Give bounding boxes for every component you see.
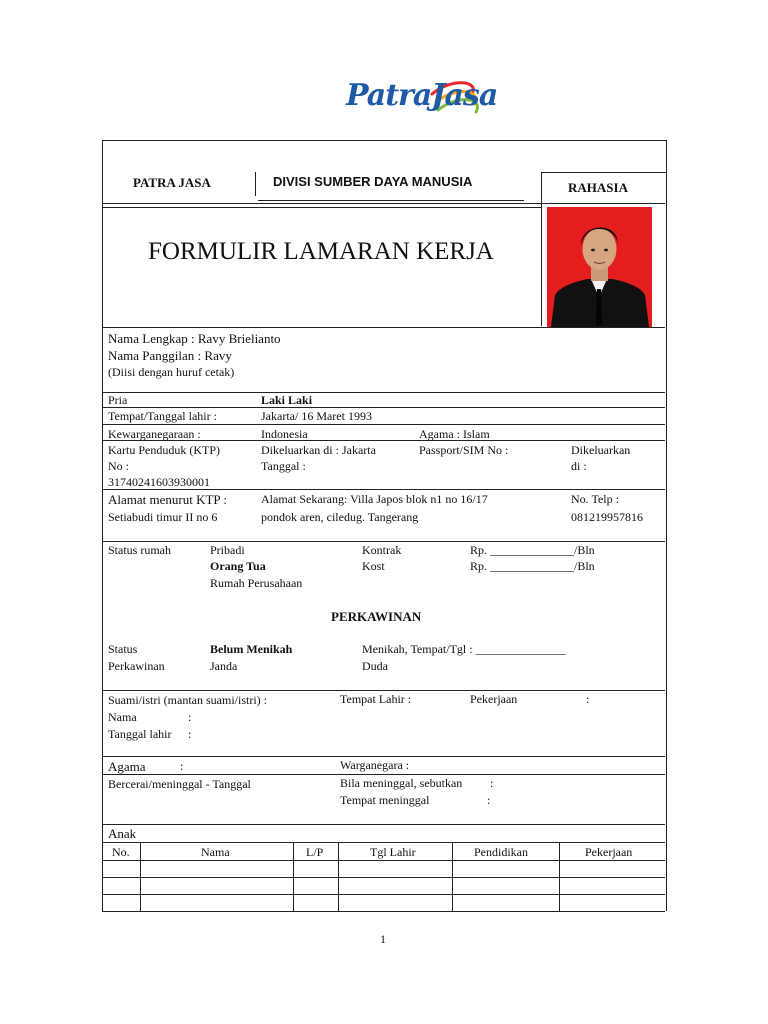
page-number: 1: [380, 932, 386, 946]
citizenship-label: Kewarganegaraan :: [108, 427, 201, 441]
death-place-colon: :: [487, 793, 491, 807]
spouse-name: Nama: [108, 710, 137, 724]
if-died-colon: :: [490, 776, 494, 790]
spouse-birthdate-colon: :: [188, 727, 192, 741]
ktp-issued-date: Tanggal :: [261, 459, 306, 473]
rent-amount-2: Rp. ______________/Bln: [470, 559, 595, 573]
divorce-label: Bercerai/meninggal - Tanggal: [108, 777, 251, 791]
table-col-line: [293, 842, 294, 911]
religion-value: Agama : Islam: [419, 427, 490, 441]
col-birthdate: Tgl Lahir: [370, 845, 416, 859]
company-logo: [340, 72, 498, 134]
marriage-label-2: Perkawinan: [108, 659, 165, 673]
table-line: [102, 894, 665, 895]
marriage-single: Belum Menikah: [210, 642, 293, 656]
row-line: [102, 392, 665, 393]
table-col-line: [140, 842, 141, 911]
company-label: PATRA JASA: [133, 175, 211, 190]
confidential-label: RAHASIA: [568, 180, 628, 195]
marriage-married: Menikah, Tempat/Tgl : _______________: [362, 642, 566, 656]
header-underline: [258, 200, 524, 201]
full-name: Nama Lengkap : Ravy Brielianto: [108, 331, 281, 346]
spouse-birthplace: Tempat Lahir :: [340, 692, 412, 706]
row-line: [102, 690, 665, 691]
header-line-2: [102, 203, 665, 204]
row-line: [102, 327, 665, 328]
ktp-no-label: No :: [108, 459, 129, 473]
housing-label: Status rumah: [108, 543, 171, 557]
table-col-line: [452, 842, 453, 911]
row-line: [102, 440, 665, 441]
col-gender: L/P: [306, 845, 324, 859]
ktp-number: 31740241603930001: [108, 475, 210, 489]
logo-text: PatraJasa: [346, 78, 498, 113]
header-line: [102, 207, 541, 208]
gender-value: Laki Laki: [261, 393, 313, 407]
religion-label: Agama: [108, 759, 146, 774]
header-divider: [255, 172, 256, 196]
spouse-birthdate: Tanggal lahir: [108, 727, 172, 741]
spouse-job-colon: :: [586, 692, 590, 706]
marriage-heading: PERKAWINAN: [331, 609, 422, 624]
birth-label: Tempat/Tanggal lahir :: [108, 409, 217, 423]
table-line: [102, 911, 665, 912]
ktp-address-value: Setiabudi timur II no 6: [108, 510, 218, 524]
housing-kost: Kost: [362, 559, 385, 573]
housing-rent: Kontrak: [362, 543, 402, 557]
spouse-job: Pekerjaan: [470, 692, 518, 706]
row-line: [102, 774, 665, 775]
col-no: No.: [112, 845, 130, 859]
children-heading: Anak: [108, 826, 137, 841]
if-died-label: Bila meninggal, sebutkan: [340, 776, 463, 790]
ktp-address-label: Alamat menurut KTP :: [108, 492, 228, 507]
current-address-2: pondok aren, ciledug. Tangerang: [261, 510, 419, 524]
nickname: Nama Panggilan : Ravy: [108, 348, 232, 363]
passport-issued-at: di :: [571, 459, 587, 473]
row-line: [102, 489, 665, 490]
row-line: [102, 824, 665, 825]
birth-value: Jakarta/ 16 Maret 1993: [261, 409, 372, 423]
marriage-widower: Duda: [362, 659, 388, 673]
spouse-label: Suami/istri (mantan suami/istri) :: [108, 693, 267, 707]
col-name: Nama: [201, 845, 230, 859]
table-col-line: [338, 842, 339, 911]
division-label: DIVISI SUMBER DAYA MANUSIA: [273, 174, 473, 189]
gender-label: Pria: [108, 393, 128, 407]
row-line: [102, 424, 665, 425]
citizenship-value: Indonesia: [261, 427, 308, 441]
marriage-label-1: Status: [108, 642, 138, 656]
row-line: [102, 756, 665, 757]
nationality-label: Warganegara :: [340, 758, 410, 772]
religion-colon: :: [180, 759, 184, 773]
phone-label: No. Telp :: [571, 492, 619, 506]
phone-value: 081219957816: [571, 510, 643, 524]
row-line: [102, 541, 665, 542]
housing-parents: Orang Tua: [210, 559, 266, 573]
print-note: (Diisi dengan huruf cetak): [108, 365, 235, 379]
person-photo-icon: [547, 207, 652, 327]
passport-label: Passport/SIM No :: [419, 443, 509, 457]
death-place-label: Tempat meninggal: [340, 793, 430, 807]
housing-company: Rumah Perusahaan: [210, 576, 303, 590]
rent-amount-1: Rp. ______________/Bln: [470, 543, 595, 557]
table-line: [102, 842, 665, 843]
col-job: Pekerjaan: [585, 845, 633, 859]
ktp-issued-place: Dikeluarkan di : Jakarta: [261, 443, 376, 457]
table-line: [102, 877, 665, 878]
table-col-line: [559, 842, 560, 911]
housing-private: Pribadi: [210, 543, 245, 557]
passport-issued: Dikeluarkan: [571, 443, 631, 457]
col-education: Pendidikan: [474, 845, 528, 859]
current-address-1: Alamat Sekarang: Villa Japos blok n1 no 16/17: [261, 492, 488, 506]
form-title: FORMULIR LAMARAN KERJA: [148, 238, 494, 265]
spouse-name-colon: :: [188, 710, 192, 724]
photo-divider: [541, 202, 542, 326]
applicant-photo: [547, 207, 652, 327]
table-line: [102, 860, 665, 861]
ktp-label: Kartu Penduduk (KTP): [108, 443, 220, 457]
row-line: [102, 407, 665, 408]
marriage-widow: Janda: [210, 659, 238, 673]
